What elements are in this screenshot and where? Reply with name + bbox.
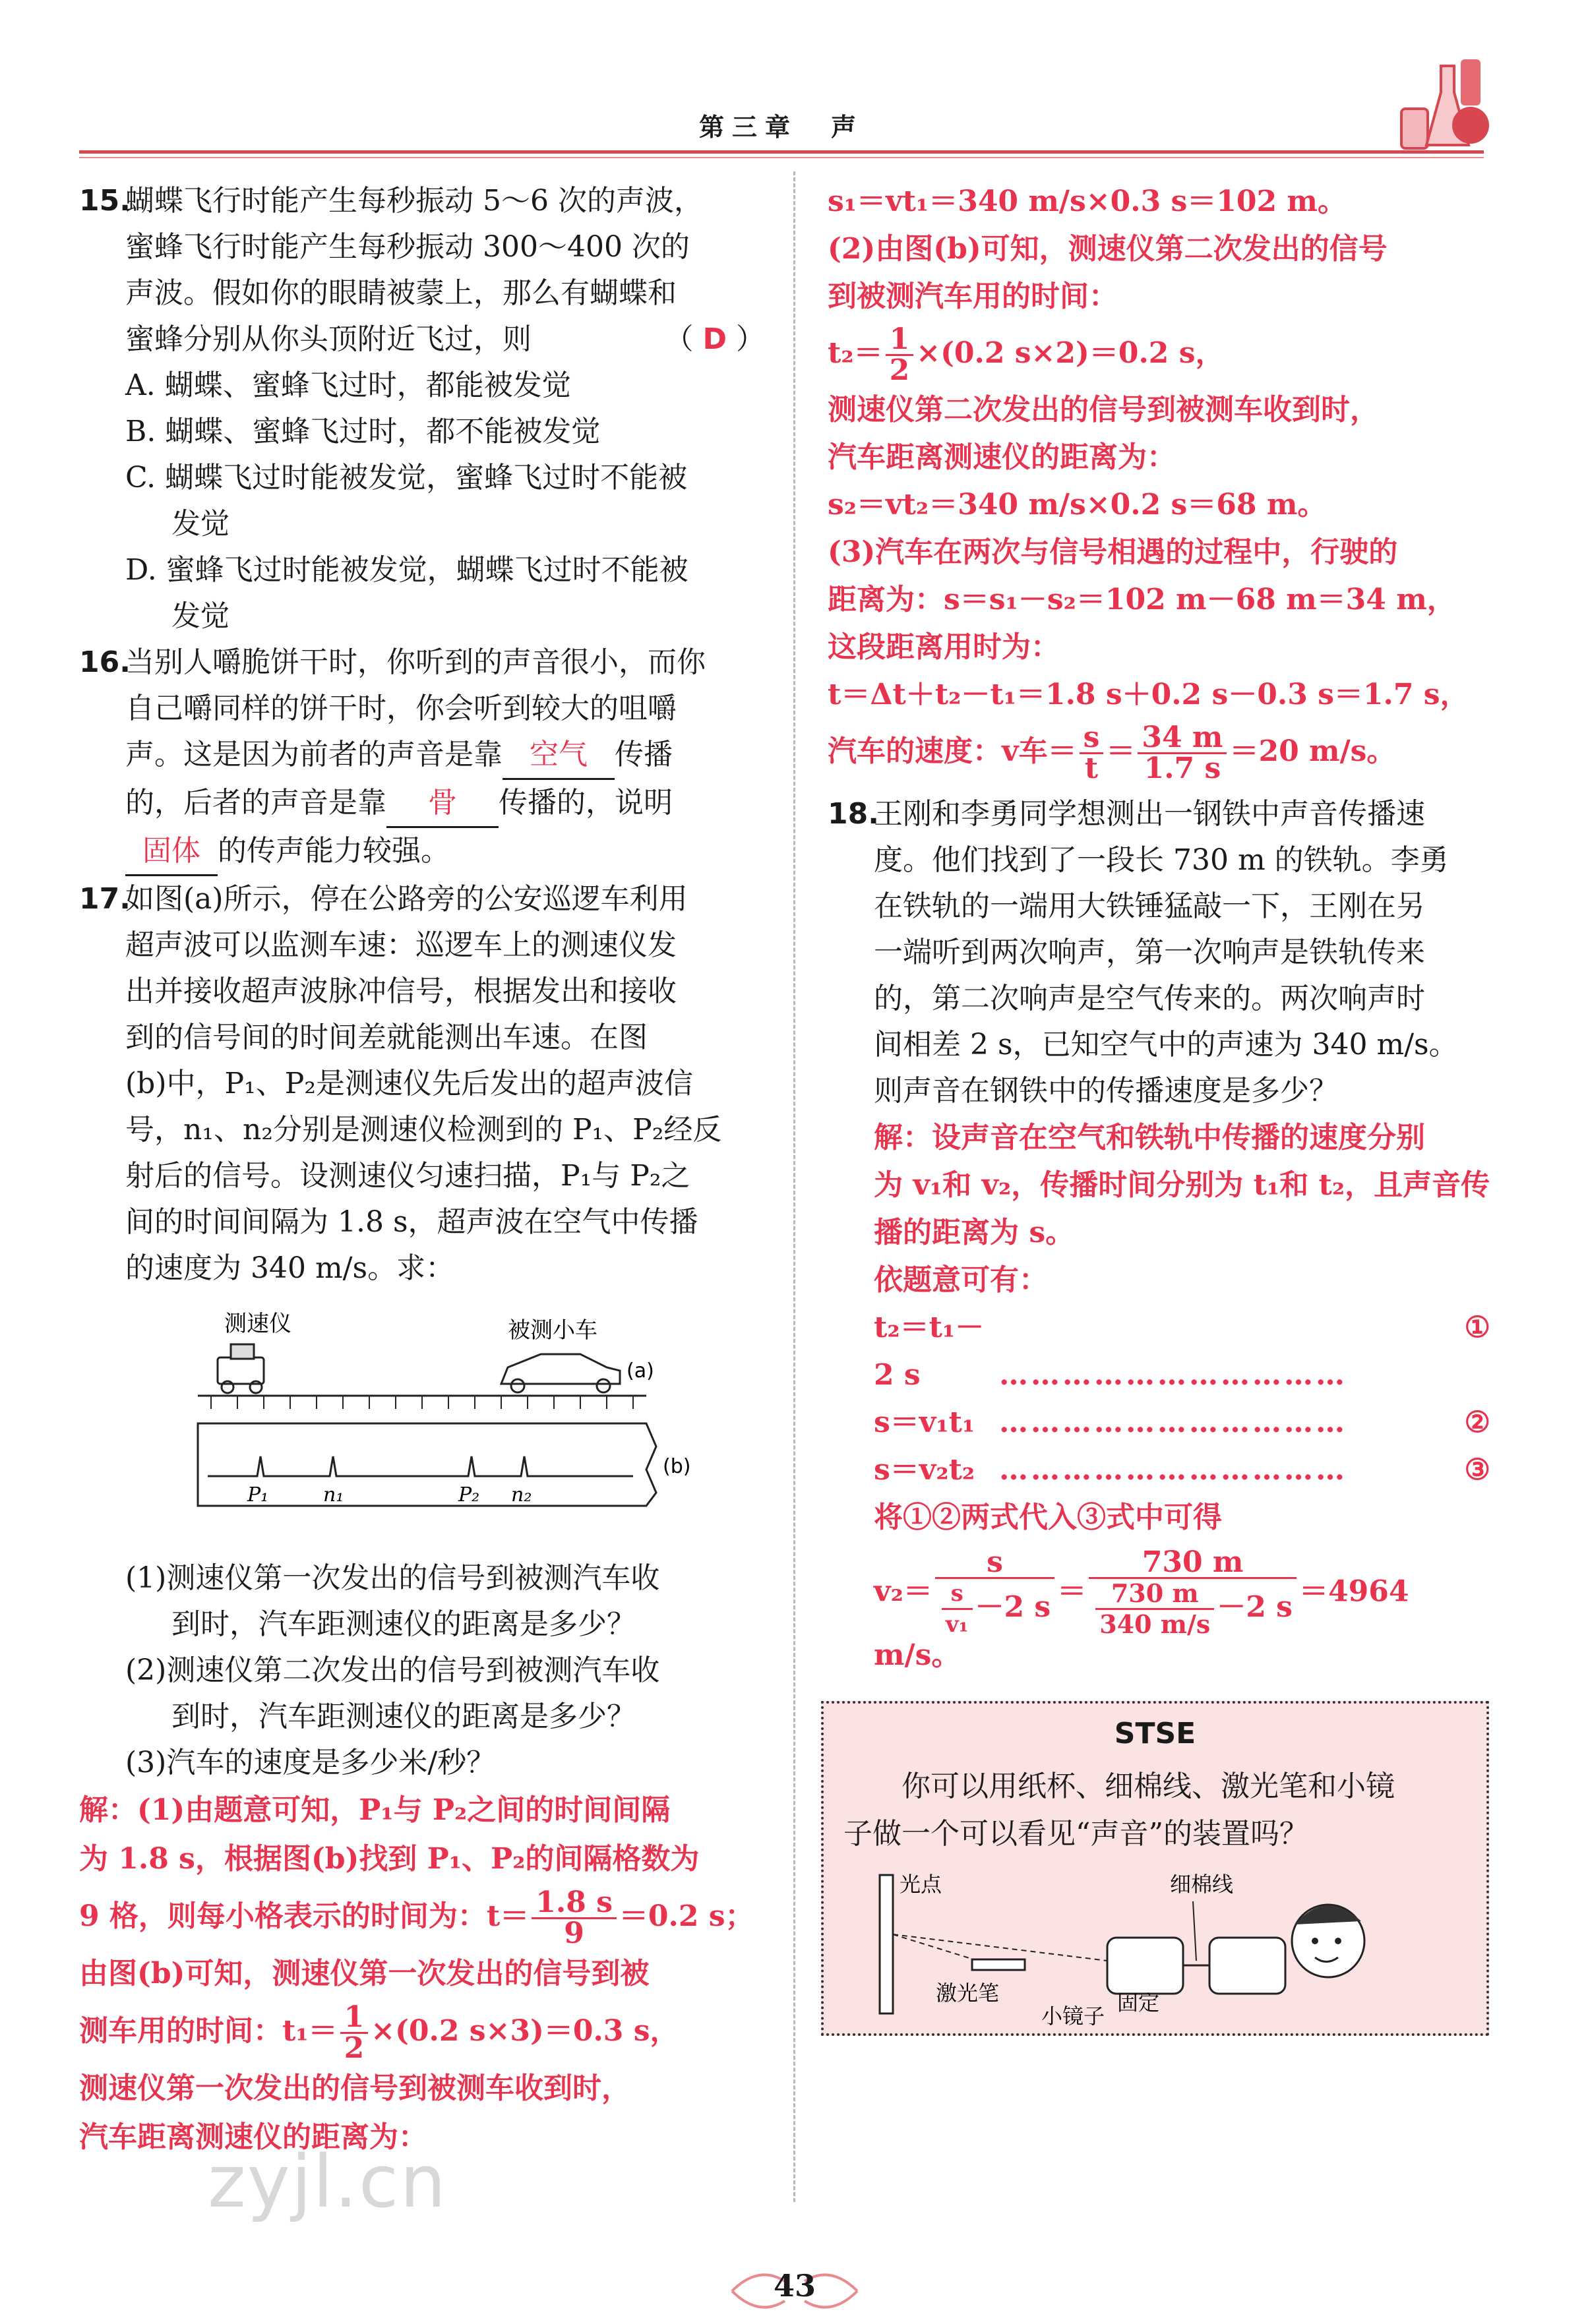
fraction xyxy=(942,1579,973,1639)
q17-subq-cont: 到时，汽车距测速仪的距离是多少？ xyxy=(171,1700,636,1733)
left-column xyxy=(79,178,765,2162)
solution-line: (3)汽车在两次与信号相遇的过程中，行驶的 xyxy=(828,535,1398,569)
q18-stem-line: 则声音在钢铁中的传播速度是多少？ xyxy=(874,1074,1338,1108)
q18-stem-line: 的，第二次响声是空气传来的。两次响声时 xyxy=(874,982,1425,1015)
fraction xyxy=(340,2000,369,2065)
road-ticks xyxy=(211,1396,633,1409)
label-b: (b) xyxy=(663,1455,691,1478)
stse-line: 子做一个可以看见“声音”的装置吗？ xyxy=(843,1817,1308,1851)
q18-stem-line: 王刚和李勇同学想测出一钢铁中声音传播速 xyxy=(874,797,1425,831)
solution-line xyxy=(79,1884,765,1950)
label-n1: n₁ xyxy=(323,1483,344,1506)
question-15 xyxy=(79,178,765,640)
numerator: 1.8 s xyxy=(532,1888,617,1919)
solution-text: t₂＝ xyxy=(828,336,883,370)
q17-stem-line: 间的时间间隔为 1.8 s，超声波在空气中传播 xyxy=(125,1205,698,1239)
q17-stem-line: 号，n₁、n₂分别是测速仪检测到的 P₁、P₂经反 xyxy=(125,1113,722,1147)
q15-option-cont: 发觉 xyxy=(171,599,229,633)
stse-illustration xyxy=(824,1862,1486,2027)
light-beam xyxy=(893,1934,1107,1961)
leader-dots: …………………………… xyxy=(999,1358,1347,1392)
solution-line: 汽车距离测速仪的距离为： xyxy=(828,440,1176,474)
solution-line xyxy=(828,719,1490,785)
q18-stem-line: 一端听到两次响声，第一次响声是铁轨传来 xyxy=(874,936,1425,969)
laser-pen-icon xyxy=(972,1959,1025,1970)
q16-text: 的，后者的声音是靠 xyxy=(125,786,386,819)
q17-solution-right xyxy=(828,178,1490,785)
q17-stem-line: 射后的信号。设测速仪匀速扫描，P₁与 P₂之 xyxy=(125,1159,690,1193)
solution-text: ×(0.2 s×2)＝0.2 s， xyxy=(916,336,1225,370)
question-17 xyxy=(79,876,765,2162)
denominator xyxy=(1089,1579,1297,1639)
solution-line: 播的距离为 s。 xyxy=(874,1216,1075,1249)
fraction xyxy=(1095,1579,1214,1639)
solution-line: s₂＝vt₂＝340 m/s×0.2 s＝68 m。 xyxy=(828,488,1327,521)
solution-text: 测车用的时间：t₁＝ xyxy=(79,2014,338,2048)
denominator: v₁ xyxy=(945,1611,969,1638)
solution-line: 汽车距离测速仪的距离为： xyxy=(79,2120,427,2154)
q17-stem-line: 到的信号间的时间差就能测出车速。在图 xyxy=(125,1021,648,1054)
solution-line: (2)由图(b)可知，测速仪第二次发出的信号 xyxy=(828,232,1388,266)
q18-stem-line: 在铁轨的一端用大铁锤猛敲一下，王刚在另 xyxy=(874,889,1425,923)
question-number: 16. xyxy=(79,645,131,679)
equation-marker: ② xyxy=(1464,1406,1490,1439)
equation-text: t₂＝t₁－2 s xyxy=(874,1311,985,1392)
question-number: 17. xyxy=(79,882,131,916)
right-column xyxy=(828,178,1490,1672)
solution-text: ＝4964 m/s。 xyxy=(874,1574,1409,1672)
numerator: s xyxy=(942,1579,973,1610)
header-rule-thin xyxy=(79,157,1484,158)
paper-cup-icon xyxy=(1107,1938,1183,1994)
q18-stem-line: 度。他们找到了一段长 730 m 的铁轨。李勇 xyxy=(874,843,1449,877)
q17-solution-left xyxy=(79,1786,765,2162)
solution-line: 将①②两式代入③式中可得 xyxy=(874,1501,1222,1534)
q16-line xyxy=(79,780,765,828)
q15-option: A. 蝴蝶、蜜蜂飞过时，都能被发觉 xyxy=(125,369,571,402)
denominator: 340 m/s xyxy=(1099,1609,1211,1639)
q15-stem-line: 蝴蝶飞行时能产生每秒振动 5～6 次的声波， xyxy=(125,184,703,218)
equation-3 xyxy=(874,1446,1490,1494)
solution-text: 汽车的速度：v车＝ xyxy=(828,734,1077,768)
page-number-badge xyxy=(719,2261,870,2321)
solution-line: 由图(b)可知，测速仪第一次发出的信号到被 xyxy=(79,1957,650,1990)
solution-text: ×(0.2 s×3)＝0.3 s， xyxy=(371,2014,679,2048)
solution-text: v₂＝ xyxy=(874,1574,932,1609)
equation-text: s＝v₁t₁ xyxy=(874,1406,975,1439)
q16-text: 传播的，说明 xyxy=(499,786,673,819)
fraction xyxy=(1138,723,1227,783)
solution-text: ＝0.2 s； xyxy=(619,1899,754,1933)
screen-wall xyxy=(880,1875,893,2013)
q16-line xyxy=(79,732,765,780)
denominator: 2 xyxy=(889,353,910,387)
label-n2: n₂ xyxy=(511,1483,532,1506)
q17-subq: (1)测速仪第一次发出的信号到被测汽车收 xyxy=(125,1561,660,1595)
q15-option: C. 蝴蝶飞过时能被发觉，蜜蜂飞过时不能被 xyxy=(125,461,688,494)
q16-text: 声。这是因为前者的声音是靠 xyxy=(125,738,503,771)
equation-marker: ③ xyxy=(1464,1453,1490,1487)
label-fixed: 固定 xyxy=(1117,1990,1160,2015)
q18-solution xyxy=(828,1114,1490,1672)
q16-blank-2: 骨 xyxy=(386,780,499,828)
q18-stem-line: 间相差 2 s，已知空气中的声速为 340 m/s。 xyxy=(874,1028,1458,1061)
leader-dots: …………………………… xyxy=(999,1406,1347,1439)
solution-line: t＝Δt＋t₂－t₁＝1.8 s＋0.2 s－0.3 s＝1.7 s， xyxy=(828,678,1469,711)
leader-dots: …………………………… xyxy=(999,1453,1347,1487)
solution-line xyxy=(79,1998,765,2064)
boy-hair xyxy=(1295,1905,1361,1924)
numerator: 730 m xyxy=(1089,1548,1297,1579)
fraction xyxy=(935,1545,1054,1639)
equation-1 xyxy=(874,1304,1490,1399)
q17-subq-cont: 到时，汽车距测速仪的距离是多少？ xyxy=(171,1607,636,1641)
fraction xyxy=(1089,1545,1297,1639)
question-number: 18. xyxy=(828,797,879,831)
denominator xyxy=(935,1579,1054,1639)
solution-line xyxy=(828,320,1490,386)
label-laser: 激光笔 xyxy=(936,1981,1000,2006)
q16-text: 的传声能力较强。 xyxy=(218,834,450,868)
solution-line: 这段距离用时为： xyxy=(828,630,1060,664)
q15-option: B. 蝴蝶、蜜蜂飞过时，都不能被发觉 xyxy=(125,415,601,448)
q17-stem-line: 的速度为 340 m/s。求： xyxy=(125,1251,455,1285)
numerator: 1 xyxy=(340,2003,369,2034)
q15-answer: D xyxy=(702,322,727,356)
q17-stem-line: (b)中，P₁、P₂是测速仪先后发出的超声波信 xyxy=(125,1067,693,1100)
numerator: 730 m xyxy=(1095,1579,1214,1610)
solution-line: 为 v₁和 v₂，传播时间分别为 t₁和 t₂，且声音传 xyxy=(874,1168,1490,1202)
header-rule xyxy=(79,150,1484,154)
q16-line: 自己嚼同样的饼干时，你会听到较大的咀嚼 xyxy=(125,692,677,725)
label-spot: 光点 xyxy=(900,1872,942,1897)
column-divider xyxy=(793,171,795,2202)
q16-line: 当别人嚼脆饼干时，你听到的声音很小，而你 xyxy=(125,645,706,679)
stse-text xyxy=(843,1763,1467,1858)
solution-line: 解：设声音在空气和铁轨中传播的速度分别 xyxy=(874,1121,1425,1154)
solution-text: ＝ xyxy=(1106,734,1136,768)
equation-2 xyxy=(874,1399,1490,1446)
fraction xyxy=(886,322,914,387)
q17-subq: (2)测速仪第二次发出的信号到被测汽车收 xyxy=(125,1654,660,1687)
stse-line: 你可以用纸杯、细棉线、激光笔和小镜 xyxy=(901,1770,1395,1803)
solution-text: －2 s xyxy=(975,1590,1051,1624)
label-p2: P₂ xyxy=(458,1483,480,1506)
solution-text: ＝ xyxy=(1057,1574,1087,1609)
q16-text: 传播 xyxy=(615,738,673,771)
q17-subq: (3)汽车的速度是多少米/秒？ xyxy=(125,1746,496,1779)
solution-line: 距离为：s＝s₁－s₂＝102 m－68 m＝34 m， xyxy=(828,583,1456,616)
solution-line: 解：(1)由题意可知，P₁与 P₂之间的时间间隔 xyxy=(79,1793,671,1827)
q17-stem-line: 出并接收超声波脉冲信号，根据发出和接收 xyxy=(125,974,677,1008)
denominator: 2 xyxy=(344,2031,365,2065)
q15-stem-line: 蜜蜂飞行时能产生每秒振动 300～400 次的 xyxy=(125,230,690,264)
label-thread: 细棉线 xyxy=(1170,1872,1234,1897)
solution-text: ＝20 m/s。 xyxy=(1229,734,1396,768)
denominator: 1.7 s xyxy=(1144,752,1221,785)
solution-line: 测速仪第一次发出的信号到被测车收到时， xyxy=(79,2071,630,2105)
label-car: 被测小车 xyxy=(508,1317,597,1344)
question-number: 15. xyxy=(79,184,131,218)
q15-stem-line: 声波。假如你的眼睛被蒙上，那么有蝴蝶和 xyxy=(125,276,677,310)
q15-option: D. 蜜蜂飞过时能被发觉，蝴蝶飞过时不能被 xyxy=(125,553,688,587)
solution-line: 测速仪第二次发出的信号到被测车收到时， xyxy=(828,393,1379,427)
stse-box xyxy=(821,1701,1489,2036)
solution-line: 依题意可有： xyxy=(874,1263,1048,1297)
label-a: (a) xyxy=(626,1359,654,1383)
flask-microscope-icon xyxy=(1395,53,1494,152)
q17-stem-line: 超声波可以监测车速：巡逻车上的测速仪发 xyxy=(125,928,677,962)
solution-text: 9 格，则每小格表示的时间为：t＝ xyxy=(79,1899,530,1933)
q15-option-cont: 发觉 xyxy=(171,507,229,541)
speed-measure-diagram xyxy=(79,1298,739,1549)
thread-pointer xyxy=(1193,1901,1196,1961)
paper-cup-icon xyxy=(1209,1938,1285,1994)
numerator: 34 m xyxy=(1138,723,1227,754)
equation-marker: ① xyxy=(1464,1311,1490,1344)
q17-figure xyxy=(79,1298,739,1549)
numerator: s xyxy=(935,1548,1054,1579)
numerator: s xyxy=(1080,723,1104,754)
answer-bracket: （ D ） xyxy=(664,322,765,356)
q16-blank-3: 固体 xyxy=(125,828,218,876)
fraction xyxy=(532,1888,617,1948)
equation-text: s＝v₂t₂ xyxy=(874,1453,975,1487)
denominator: 9 xyxy=(564,1917,584,1950)
page-number: 43 xyxy=(773,2268,816,2304)
final-formula xyxy=(874,1545,1490,1672)
label-speedometer: 测速仪 xyxy=(224,1311,291,1337)
q16-blank-1: 空气 xyxy=(503,732,615,780)
q16-line xyxy=(79,828,765,876)
car-icon xyxy=(501,1354,620,1392)
page-header xyxy=(79,99,1484,152)
solution-text: －2 s xyxy=(1217,1590,1293,1624)
stse-title: STSE xyxy=(1114,1717,1196,1750)
q15-stem-line: 蜜蜂分别从你头顶附近飞过，则 xyxy=(125,322,532,356)
watermark-text: zyjl.cn xyxy=(208,2139,448,2224)
fraction xyxy=(1080,723,1104,783)
label-p1: P₁ xyxy=(247,1483,269,1506)
q17-stem-line: 如图(a)所示，停在公路旁的公安巡逻车利用 xyxy=(125,882,688,916)
police-car-icon xyxy=(218,1344,264,1393)
solution-line: 为 1.8 s，根据图(b)找到 P₁、P₂的间隔格数为 xyxy=(79,1842,700,1876)
question-16 xyxy=(79,640,765,876)
question-18 xyxy=(828,791,1490,1672)
denominator: t xyxy=(1084,752,1099,785)
label-mirror: 小镜子 xyxy=(1041,2004,1105,2027)
chapter-title: 第三章 声 xyxy=(698,112,864,142)
solution-line: s₁＝vt₁＝340 m/s×0.3 s＝102 m。 xyxy=(828,185,1347,218)
solution-line: 到被测汽车用的时间： xyxy=(828,280,1118,313)
numerator: 1 xyxy=(886,325,914,356)
